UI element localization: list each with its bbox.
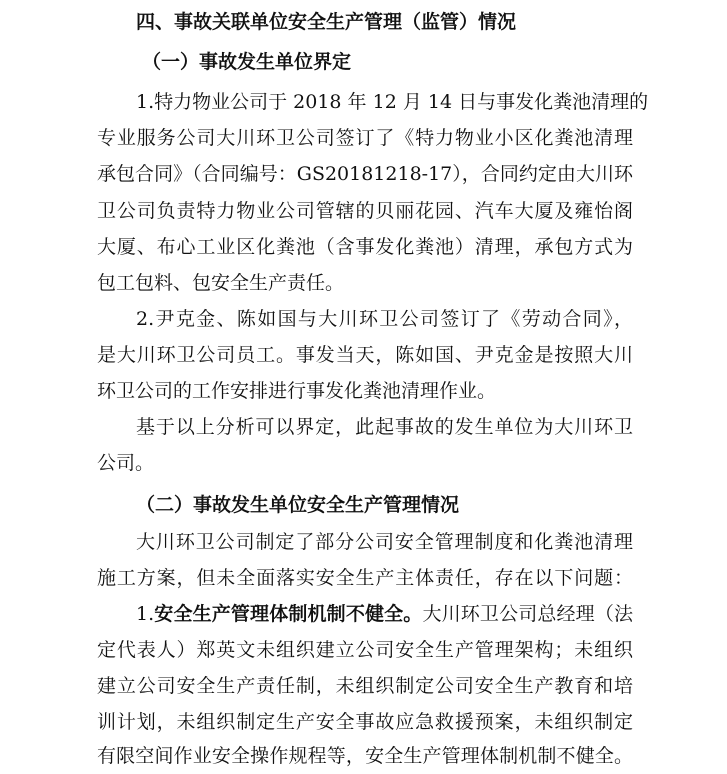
paragraph-1-line-3: 承包合同》（合同编号：GS20181218-17），合同约定由大川环 [97, 163, 633, 185]
paragraph-1-line-4: 卫公司负责特力物业公司管辖的贝丽花园、汽车大厦及雍怡阁 [97, 200, 633, 222]
paragraph-3-line-1: 基于以上分析可以界定，此起事故的发生单位为大川环卫 [136, 416, 633, 438]
paragraph-4-line-1: 大川环卫公司制定了部分公司安全管理制度和化粪池清理 [136, 531, 633, 553]
paragraph-1-line-6: 包工包料、包安全生产责任。 [97, 272, 345, 294]
paragraph-4-line-2: 施工方案，但未全面落实安全生产主体责任，存在以下问题： [97, 567, 633, 589]
paragraph-5-line-2: 定代表人）郑英文未组织建立公司安全生产管理架构；未组织 [97, 639, 633, 661]
paragraph-1-line-1: 1.特力物业公司于 2018 年 12 月 14 日与事发化粪池清理的 [136, 91, 649, 113]
paragraph-1-line-2: 专业服务公司大川环卫公司签订了《特力物业小区化粪池清理 [97, 127, 633, 149]
paragraph-2-line-1: 2.尹克金、陈如国与大川环卫公司签订了《劳动合同》， [136, 308, 633, 330]
paragraph-5-line-5: 有限空间作业安全操作规程等，安全生产管理体制机制不健全。 [97, 745, 633, 767]
paragraph-5-line-1 [136, 596, 633, 632]
paragraph-3-line-2: 公司。 [97, 452, 155, 474]
paragraph-5-number: 1. [136, 603, 155, 625]
subsection-heading-1: （一）事故发生单位界定 [142, 51, 352, 73]
paragraph-1-line-5: 大厦、布心工业区化粪池（含事发化粪池）清理，承包方式为 [97, 236, 633, 258]
section-heading: 四、事故关联单位安全生产管理（监管）情况 [136, 11, 517, 33]
paragraph-2-line-2: 是大川环卫公司员工。事发当天，陈如国、尹克金是按照大川 [97, 344, 633, 366]
subsection-heading-2: （二）事故发生单位安全生产管理情况 [136, 494, 460, 516]
paragraph-5-line-4: 训计划，未组织制定生产安全事故应急救援预案，未组织制定 [97, 711, 633, 733]
paragraph-2-line-3: 环卫公司的工作安排进行事发化粪池清理作业。 [97, 380, 497, 402]
paragraph-5-bold-lead: 安全生产管理体制机制不健全。 [154, 603, 423, 625]
paragraph-5-line-1-rest: 大川环卫公司总经理（法 [422, 603, 633, 625]
paragraph-5-line-3: 建立公司安全生产责任制，未组织制定公司安全生产教育和培 [97, 675, 633, 697]
